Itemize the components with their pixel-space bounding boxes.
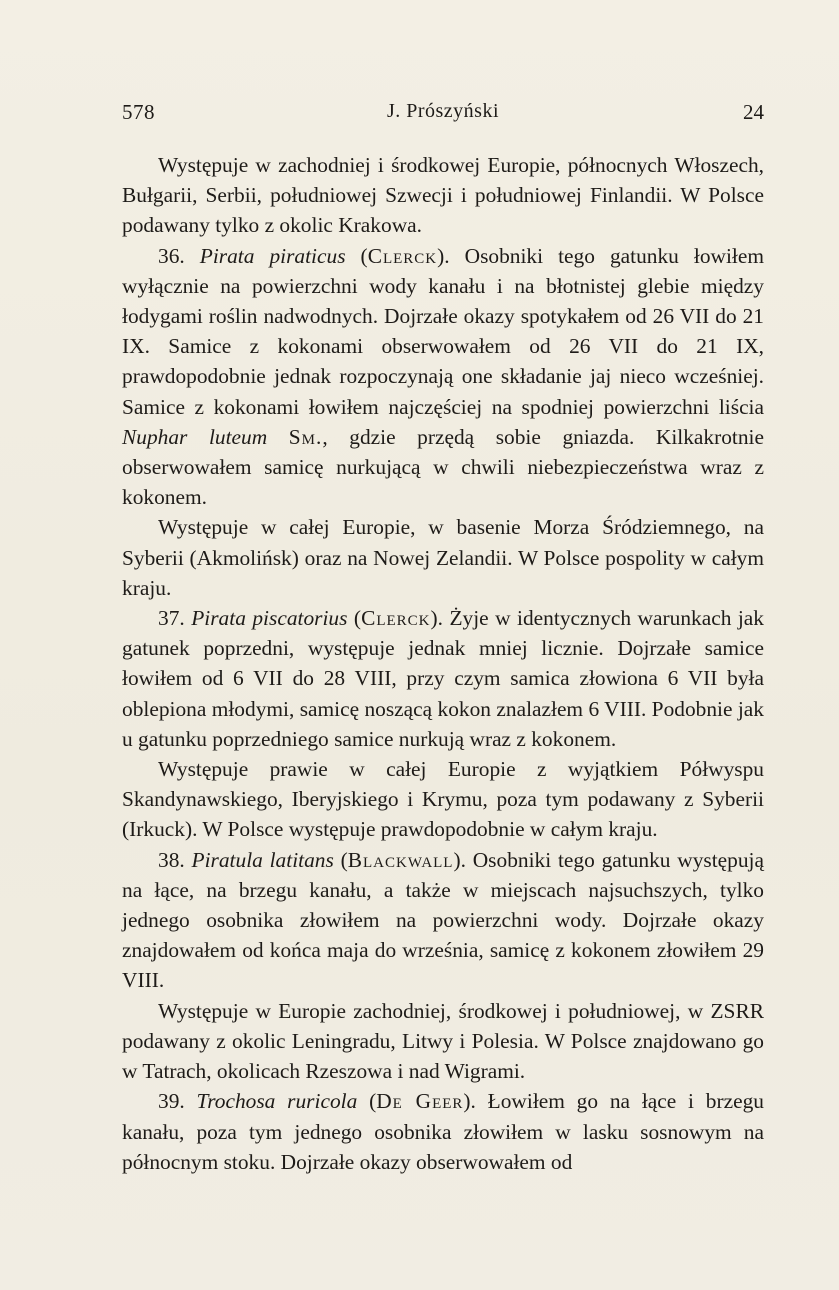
section-number: 24	[743, 100, 764, 124]
author-name: Clerck	[361, 606, 431, 631]
text-run: Występuje w Europie zachodniej, środkowej i południowej, w ZSRR podawany z okolic Leningradu, Litwy i Polesia. W Polsce znajdowano go w Tatrach, okolicach Rzeszowa i nad Wigrami.	[122, 998, 764, 1084]
text-run: 36.	[158, 243, 200, 268]
taxon-name: Nuphar luteum	[122, 424, 268, 449]
paragraph-distribution-36	[122, 512, 764, 603]
paragraph-distribution-1	[122, 150, 764, 241]
species-39-entry	[122, 1086, 764, 1177]
text-run: Występuje w zachodniej i środkowej Europie, północnych Włoszech, Bułgarii, Serbii, południowej Szwecji i południowej Finlandii. W Polsce podawany tylko z okolic Krakowa.	[122, 153, 764, 238]
text-run: (	[347, 606, 362, 631]
text-run: 39.	[158, 1089, 197, 1114]
taxon-name: Pirata piraticus	[199, 243, 346, 268]
text-run: (	[333, 847, 348, 872]
text-run: ). Osobniki tego gatunku występują na łące, na brzegu kanału, a także w miejscach najsuchszych, tylko jednego osobnika złowiłem na powierzchni wody. Dojrzałe okazy znajdowałem od końca maja do września, samicę z kokonem złowiłem 29 VIII.	[122, 847, 764, 993]
text-run: Występuje w całej Europie, w basenie Morza Śródziemnego, na Syberii (Akmolińsk) oraz na Nowej Zelandii. W Polsce pospolity w całym kraju.	[122, 515, 764, 600]
text-run: ). Żyje w identycznych warunkach jak gatunek poprzedni, występuje jednak mniej licznie. Dojrzałe samice łowiłem od 6 VII do 28 VIII, przy czym samica złowiona 6 VII była oblepiona młodymi, samicę noszącą kokon znalazłem 6 VIII. Podobnie jak u gatunku poprzedniego samice nurkują wraz z kokonem.	[122, 606, 765, 751]
text-run: , gdzie przędą sobie gniazda. Kilkakrotnie obserwowałem samicę nurkującą w chwili niebezpieczeństwa wraz z kokonem.	[122, 424, 764, 510]
text-run	[267, 425, 289, 449]
text-run: Występuje prawie w całej Europie z wyjątkiem Półwyspu Skandynawskiego, Iberyjskiego i Krymu, poza tym podawany z Syberii (Irkuck). W Polsce występuje prawdopodobnie w całym kraju.	[122, 757, 764, 842]
text-run: (	[345, 243, 368, 268]
text-run: ). Łowiłem go na łące i brzegu kanału, poza tym jednego osobnika złowiłem w lasku sosnowym na północnym stoku. Dojrzałe okazy obserwowałem od	[122, 1089, 764, 1174]
taxon-name: Trochosa ruricola	[196, 1089, 358, 1114]
text-run: 38.	[158, 847, 192, 872]
running-header	[122, 100, 764, 130]
page-number: 578	[122, 100, 155, 124]
author-name: Sm.	[288, 424, 323, 449]
author-name: Blackwall	[347, 847, 454, 872]
text-run: ). Osobniki tego gatunku łowiłem wyłącznie na powierzchni wody kanału i na błotnistej glebie między łodygami roślin nadwodnych. Dojrzałe okazy spotykałem od 26 VII do 21 IX. Samice z kokonami obserwowałem od 26 VII do 21 IX, prawdopodobnie jednak rozpoczynają one składanie jaj nieco wcześniej. Samice z kokonami łowiłem najczęściej na spodniej powierzchni liścia	[122, 243, 764, 419]
paragraph-distribution-38	[122, 996, 764, 1087]
author-name: Clerck	[367, 243, 438, 268]
taxon-name: Piratula latitans	[191, 847, 334, 872]
species-38-entry	[122, 845, 764, 996]
author-name: De Geer	[376, 1089, 464, 1114]
body-text	[122, 150, 764, 1177]
running-author: J. Prószyński	[386, 100, 500, 122]
text-run: (	[357, 1089, 377, 1114]
species-37-entry	[122, 603, 764, 754]
paragraph-distribution-37	[122, 754, 764, 845]
taxon-name: Pirata piscatorius	[191, 606, 348, 631]
species-36-entry	[122, 241, 764, 513]
text-run: 37.	[158, 606, 192, 631]
